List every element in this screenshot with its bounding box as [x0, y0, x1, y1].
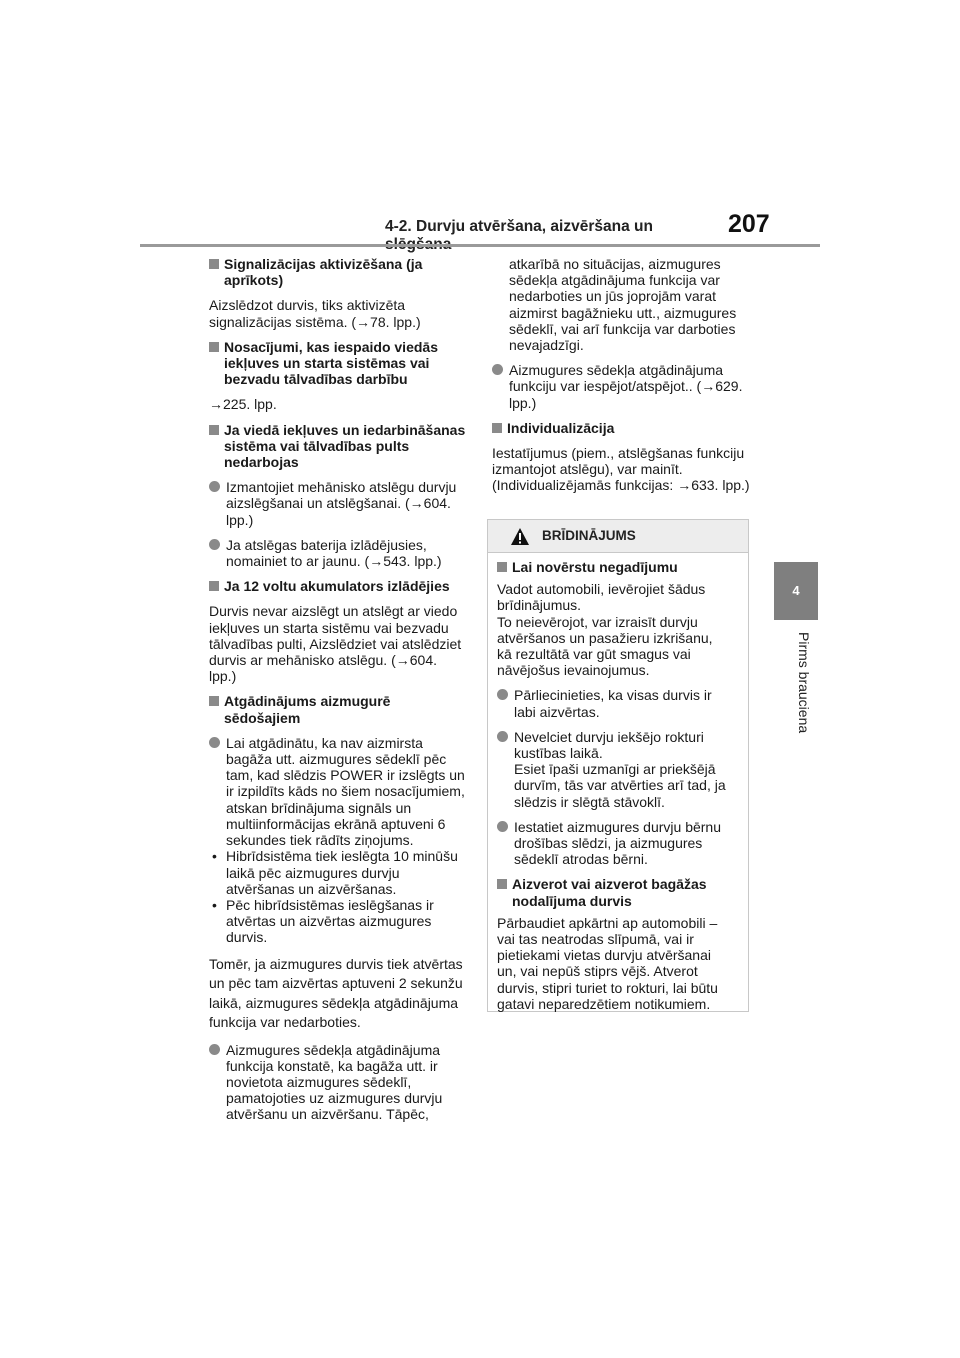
- bullet-text: Lai atgādinātu, ka nav aizmirsta bagāža utt. aizmugures sēdeklī pēc tam, kad slēdzis POWER ir izslēgts un ir izpildīts kāds no šiem nosacījumiem, atskan brīdinājuma signāls un multiinformācijas ekrānā aptuveni 6 sekundes tiek rādīts ziņojums.: [226, 734, 465, 849]
- heading-not-working: [209, 422, 467, 471]
- heading-customization: [492, 420, 750, 436]
- heading-12v: [209, 578, 467, 594]
- list-marker: •: [212, 896, 217, 913]
- bullet-enable-disable: [492, 362, 750, 411]
- bullet-text: Aizmugures sēdekļa atgādinājuma funkciju var iespējot/atspējot.. (→629. lpp.): [509, 362, 743, 411]
- chapter-label: Pirms brauciena: [796, 632, 812, 734]
- heading-conditions: [209, 339, 467, 388]
- heading-text: Lai novērstu negadījumu: [512, 559, 678, 575]
- heading-prevent-accident: [497, 559, 729, 575]
- circle-bullet-icon: [209, 737, 220, 748]
- heading-text: Ja 12 voltu akumulators izlādējies: [224, 578, 450, 595]
- right-column: [492, 256, 750, 503]
- paragraph-conditions: →225. lpp.: [209, 396, 277, 413]
- heading-text: Ja viedā iekļuves un iedarbināšanas sistēma vai tālvadības pults nedarbojas: [224, 421, 466, 471]
- bullet-reminder: [209, 735, 467, 848]
- square-bullet-icon: [497, 879, 507, 889]
- square-bullet-icon: [209, 259, 219, 269]
- warning-box: [487, 519, 749, 1012]
- bullet-mechanical-key: [209, 479, 467, 528]
- bullet-text: Izmantojiet mehānisko atslēgu durvju aizslēgšanai un atslēgšanai. (→604. lpp.): [226, 479, 457, 528]
- left-column: [209, 256, 467, 1132]
- bullet-child-lock: [497, 819, 729, 868]
- circle-bullet-icon: [209, 481, 220, 492]
- square-bullet-icon: [492, 423, 502, 433]
- list-text: Pēc hibrīdsistēmas ieslēgšanas ir atvērtas un aizvērtas aizmugures durvis.: [226, 896, 434, 946]
- heading-text: Signalizācijas aktivizēšana (ja aprīkots): [224, 256, 423, 289]
- square-bullet-icon: [209, 581, 219, 591]
- square-bullet-icon: [209, 425, 219, 435]
- heading-text: Aizverot vai aizverot bagāžas nodalījuma durvis: [512, 876, 707, 909]
- section-title: 4-2. Durvju atvēršana, aizvēršana un: [385, 218, 653, 235]
- list-item: [209, 848, 467, 897]
- bullet-detection: [209, 1042, 467, 1123]
- heading-text: Nosacījumi, kas iespaido viedās iekļuves un starta sistēmas vai bezvadu tālvadības darbību: [224, 338, 438, 388]
- header-rule: [140, 244, 820, 247]
- bullet-text: Pārliecinieties, ka visas durvis ir labi aizvērtas.: [514, 687, 712, 720]
- chapter-tab: 4: [774, 562, 818, 620]
- warning-body: [488, 553, 735, 1012]
- heading-trunk-door: [497, 876, 729, 908]
- paragraph-12v: Durvis nevar aizslēgt un atslēgt ar viedo iekļuves un starta sistēmu vai bezvadu tālvadības pulti, Aizslēdziet vai atslēdziet durvis ar mehānisko atslēgu. (→604. lpp.): [209, 603, 462, 685]
- warning-triangle-icon: [510, 527, 530, 546]
- bullet-text: Aizmugures sēdekļa atgādinājuma funkcija konstatē, ka bagāža utt. ir novietota aizmugures sēdeklī, pamatojoties uz aizmugures durvju atvēršanu un aizvēršanu. Tāpēc,: [226, 1041, 443, 1123]
- circle-bullet-icon: [492, 364, 503, 375]
- page-number: 207: [728, 210, 770, 238]
- heading-text: Individualizācija: [507, 419, 615, 436]
- bullet-doors-closed: [497, 687, 729, 719]
- square-bullet-icon: [497, 562, 507, 572]
- list-item: [209, 897, 467, 946]
- circle-bullet-icon: [497, 821, 508, 832]
- bullet-battery: [209, 537, 467, 569]
- list-marker: •: [212, 848, 217, 865]
- heading-alarm: [209, 256, 467, 288]
- paragraph-customization: Iestatījumus (piem., atslēgšanas funkciju izmantojot atslēgu), var mainīt. (Individualizējamās funkcijas: →633. lpp.): [492, 445, 750, 494]
- bullet-text: Ja atslēgas baterija izlādējusies, nomainiet to ar jaunu. (→543. lpp.): [226, 536, 442, 570]
- bullet-text: Iestatiet aizmugures durvju bērnu drošības slēdzi, ja aizmugures sēdeklī atrodas bērni.: [514, 818, 721, 868]
- paragraph-continued: atkarībā no situācijas, aizmugures sēdekļa atgādinājuma funkcija var nedarboties un jūs joprojām varat aizmirst bagāžnieku utt., aizmugures sēdeklī, vai arī funkcija var darboties nevajadzīgi.: [509, 256, 737, 354]
- circle-bullet-icon: [209, 539, 220, 550]
- list-text: Hibrīdsistēma tiek ieslēgta 10 minūšu laikā pēc aizmugures durvju atvēršanas un aizvēršanas.: [226, 848, 458, 897]
- circle-bullet-icon: [497, 731, 508, 742]
- circle-bullet-icon: [209, 1044, 220, 1055]
- warning-header: [488, 520, 748, 553]
- bullet-inner-handle: [497, 729, 729, 810]
- paragraph-however: Tomēr, ja aizmugures durvis tiek atvērtas un pēc tam aizvērtas aptuveni 2 sekunžu laikā, aizmugures sēdekļa atgādinājuma funkcija var nedarboties.: [209, 955, 463, 1031]
- heading-text: Atgādinājums aizmugurē sēdošajiem: [224, 693, 391, 726]
- paragraph-trunk-door: Pārbaudiet apkārtni ap automobili – vai tas neatrodas slīpumā, vai ir pietiekami vietas durvju atvēršanai un, vai nepūš stiprs vējš. Atverot durvis, stipri turiet to rokturi, lai būtu gatavi neparedzētiem notikumiem.: [497, 914, 718, 1012]
- heading-rear-reminder: [209, 693, 467, 725]
- warning-title: BRĪDINĀJUMS: [542, 528, 636, 543]
- bullet-text: Nevelciet durvju iekšējo rokturi kustības laikā. Esiet īpaši uzmanīgi ar priekšējā durvīm, tās var atvērties arī tad, ja slēdzis ir slēgtā stāvoklī.: [514, 728, 726, 810]
- paragraph-alarm: Aizslēdzot durvis, tiks aktivizēta signalizācijas sistēma. (→78. lpp.): [209, 297, 421, 330]
- square-bullet-icon: [209, 696, 219, 706]
- square-bullet-icon: [209, 342, 219, 352]
- paragraph-driving-warnings: Vadot automobili, ievērojiet šādus brīdinājumus. To neievērojot, var izraisīt durvju atvēršanos un pasažieru izkrišanu, kā rezultātā var gūt smagus vai nāvējošus ievainojumus.: [497, 581, 713, 679]
- circle-bullet-icon: [497, 689, 508, 700]
